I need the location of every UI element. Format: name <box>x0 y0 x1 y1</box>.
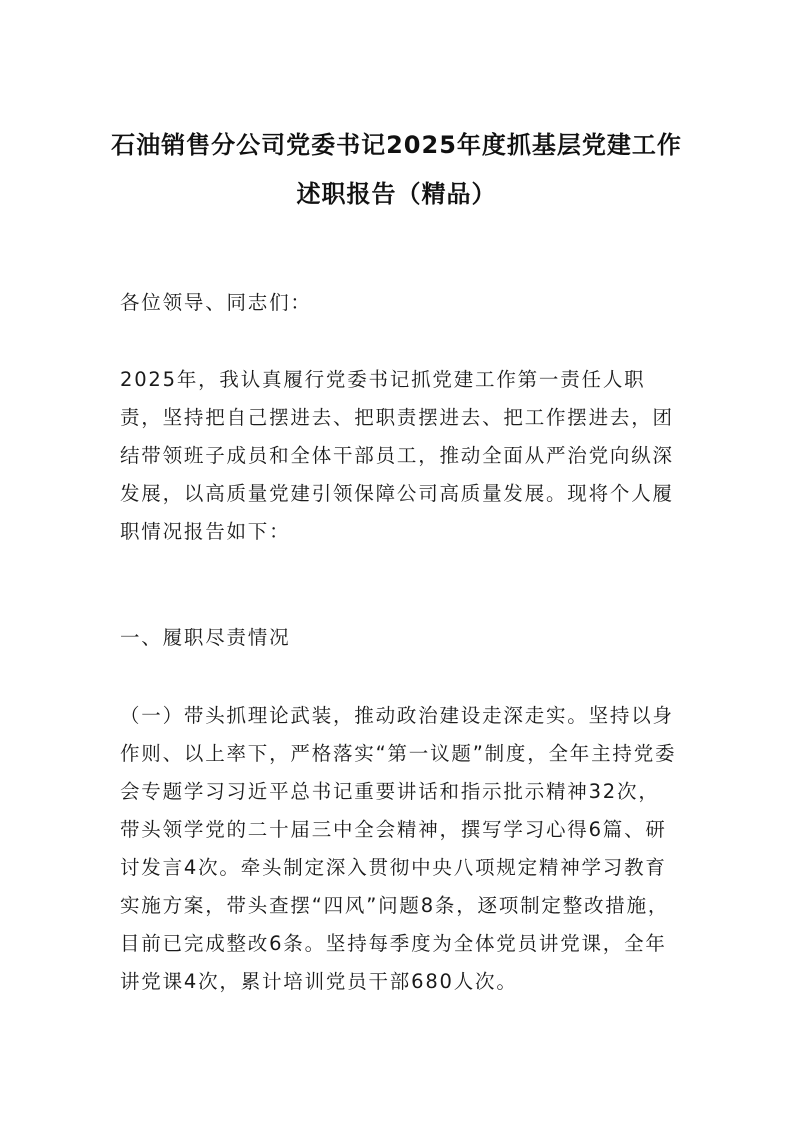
document-title-line2: 述职报告（精品） <box>296 180 497 208</box>
section-1-paragraph: （一）带头抓理论武装，推动政治建设走深走实。坚持以身作则、以上率下，严格落实“第一议题”制度，全年主持党委会专题学习习近平总书记重要讲话和指示批示精神32次，带头领学党的二十届三中全会精神，撰写学习心得6篇、研讨发言4次。牵头制定深入贯彻中央八项规定精神学习教育实施方案，带头查摆“四风”问题8条，逐项制定整改措施，目前已完成整改6条。坚持每季度为全体党员讲党课，全年讲党课4次，累计培训党员干部680人次。 <box>120 704 677 993</box>
intro-paragraph: 2025年，我认真履行党委书记抓党建工作第一责任人职责，坚持把自己摆进去、把职责摆进去、把工作摆进去，团结带领班子成员和全体干部员工，推动全面从严治党向纵深发展，以高质量党建引领保障公司高质量发展。现将个人履职情况报告如下： <box>120 368 674 543</box>
document-title-line1: 石油销售分公司党委书记2025年度抓基层党建工作 <box>111 131 682 159</box>
section-heading-1: 一、履职尽责情况 <box>120 626 291 649</box>
salutation: 各位领导、同志们： <box>120 291 312 314</box>
